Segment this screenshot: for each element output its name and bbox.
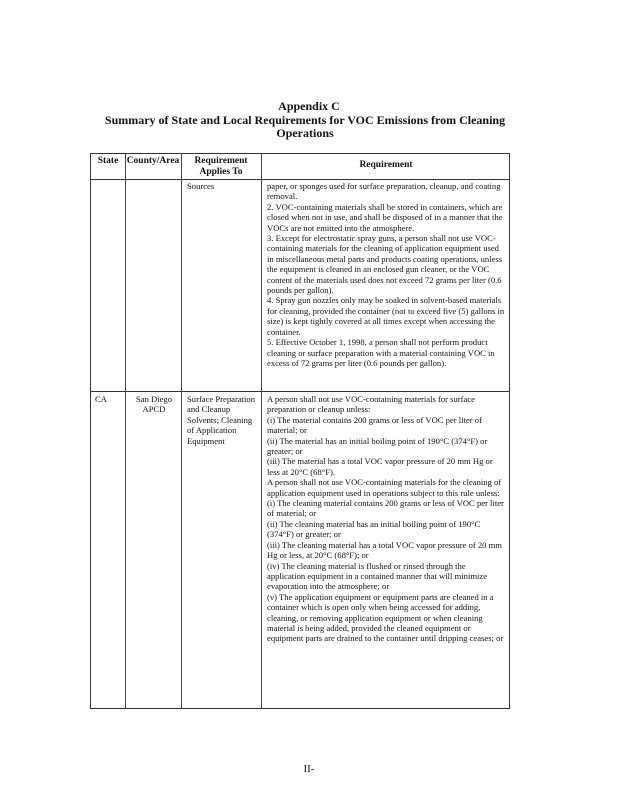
requirement-paragraph: (v) The application equipment or equipment parts are cleaned in a container which is open only when being accessed for adding, cleaning, or removing application equipment or when cleaning material is being added, provided the cleaned equipment or equipment parts are drained to the container until dripping ceases; or — [267, 591, 504, 644]
header-state: State — [97, 156, 119, 166]
column-divider — [125, 153, 126, 709]
requirement-paragraph: (ii) The cleaning material has an initial boiling point of 190°C (374°F) or greater; or — [267, 518, 481, 540]
row1-requirement — [267, 181, 505, 368]
requirement-paragraph: (iii) The material has a total VOC vapor pressure of 20 mm Hg or less at 20°C (68°F). — [267, 456, 493, 477]
requirement-paragraph: 5. Effective October 1, 1998, a person shall not perform product cleaning or surface preparation with a material containing VOC in excess of 72 grams per liter (0.6 pounds per gallon). — [267, 337, 495, 368]
row-separator — [91, 391, 509, 392]
column-divider — [181, 153, 182, 709]
requirement-paragraph: (iv) The cleaning material is flushed or rinsed through the application equipment in a contained manner that will minimize evaporation into the atmosphere; or — [267, 560, 488, 592]
page-number: II- — [303, 763, 315, 775]
column-divider — [261, 153, 262, 709]
appendix-label: Appendix C — [278, 99, 340, 113]
requirement-paragraph: (i) The cleaning material contains 200 grams or less of VOC per liter of material; or — [267, 498, 504, 519]
row1-applies-to: Sources — [187, 181, 215, 191]
table-bottom-border — [91, 708, 509, 709]
requirement-paragraph: (i) The material contains 200 grams or less of VOC per liter of material; or — [267, 414, 482, 436]
requirement-paragraph: (ii) The material has an initial boiling point of 190°C (374°F) or greater; or — [267, 435, 488, 457]
row2-county: San Diego APCD — [135, 394, 173, 415]
requirements-table — [90, 153, 510, 709]
row2-applies-to: Surface Preparation and Cleanup Solvents; Cleaning of Application Equipment — [187, 394, 256, 446]
header-bottom-border — [91, 179, 509, 180]
requirement-paragraph: A person shall not use VOC-containing materials for surface preparation or cleanup unless: — [267, 394, 475, 415]
page-title: Summary of State and Local Requirements for VOC Emissions from Cleaning Operations — [104, 113, 506, 140]
row2-state: CA — [95, 394, 107, 404]
requirement-paragraph: A person shall not use VOC-containing materials for the cleaning of application equipment used in operations subject to this rule unless: — [267, 477, 502, 498]
row2-requirement — [267, 394, 505, 644]
table-top-border — [91, 153, 509, 154]
header-requirement: Requirement — [359, 160, 413, 170]
requirement-paragraph: 4. Spray gun nozzles only may be soaked in solvent-based materials for cleaning, provided the container (not to exceed five (5) gallons in size) is kept tightly covered at all times except when accessing the container. — [267, 295, 505, 337]
requirement-paragraph: (iii) The cleaning material has a total VOC vapor pressure of 20 mm Hg or less, at 20°C (68°F); or — [267, 539, 502, 561]
requirement-paragraph: paper, or sponges used for surface preparation, cleanup, and coating removal. — [267, 181, 501, 202]
requirement-paragraph: 3. Except for electrostatic spray guns, a person shall not use VOC-containing materials for the cleaning of application equipment used in miscellaneous metal parts and products coating operations, unless the equipment is cleaned in an enclosed gun cleaner, or the VOC content of the materials used does not exceed 72 grams per liter (0.6 pounds per gallon). — [267, 233, 503, 296]
requirement-paragraph: 2. VOC-containing materials shall be stored in containers, which are closed when not in use, and shall be disposed of in a manner that the VOCs are not emitted into the atmosphere. — [267, 201, 503, 233]
header-applies-to: Requirement Applies To — [194, 156, 248, 177]
header-county: County/Area — [126, 156, 180, 166]
